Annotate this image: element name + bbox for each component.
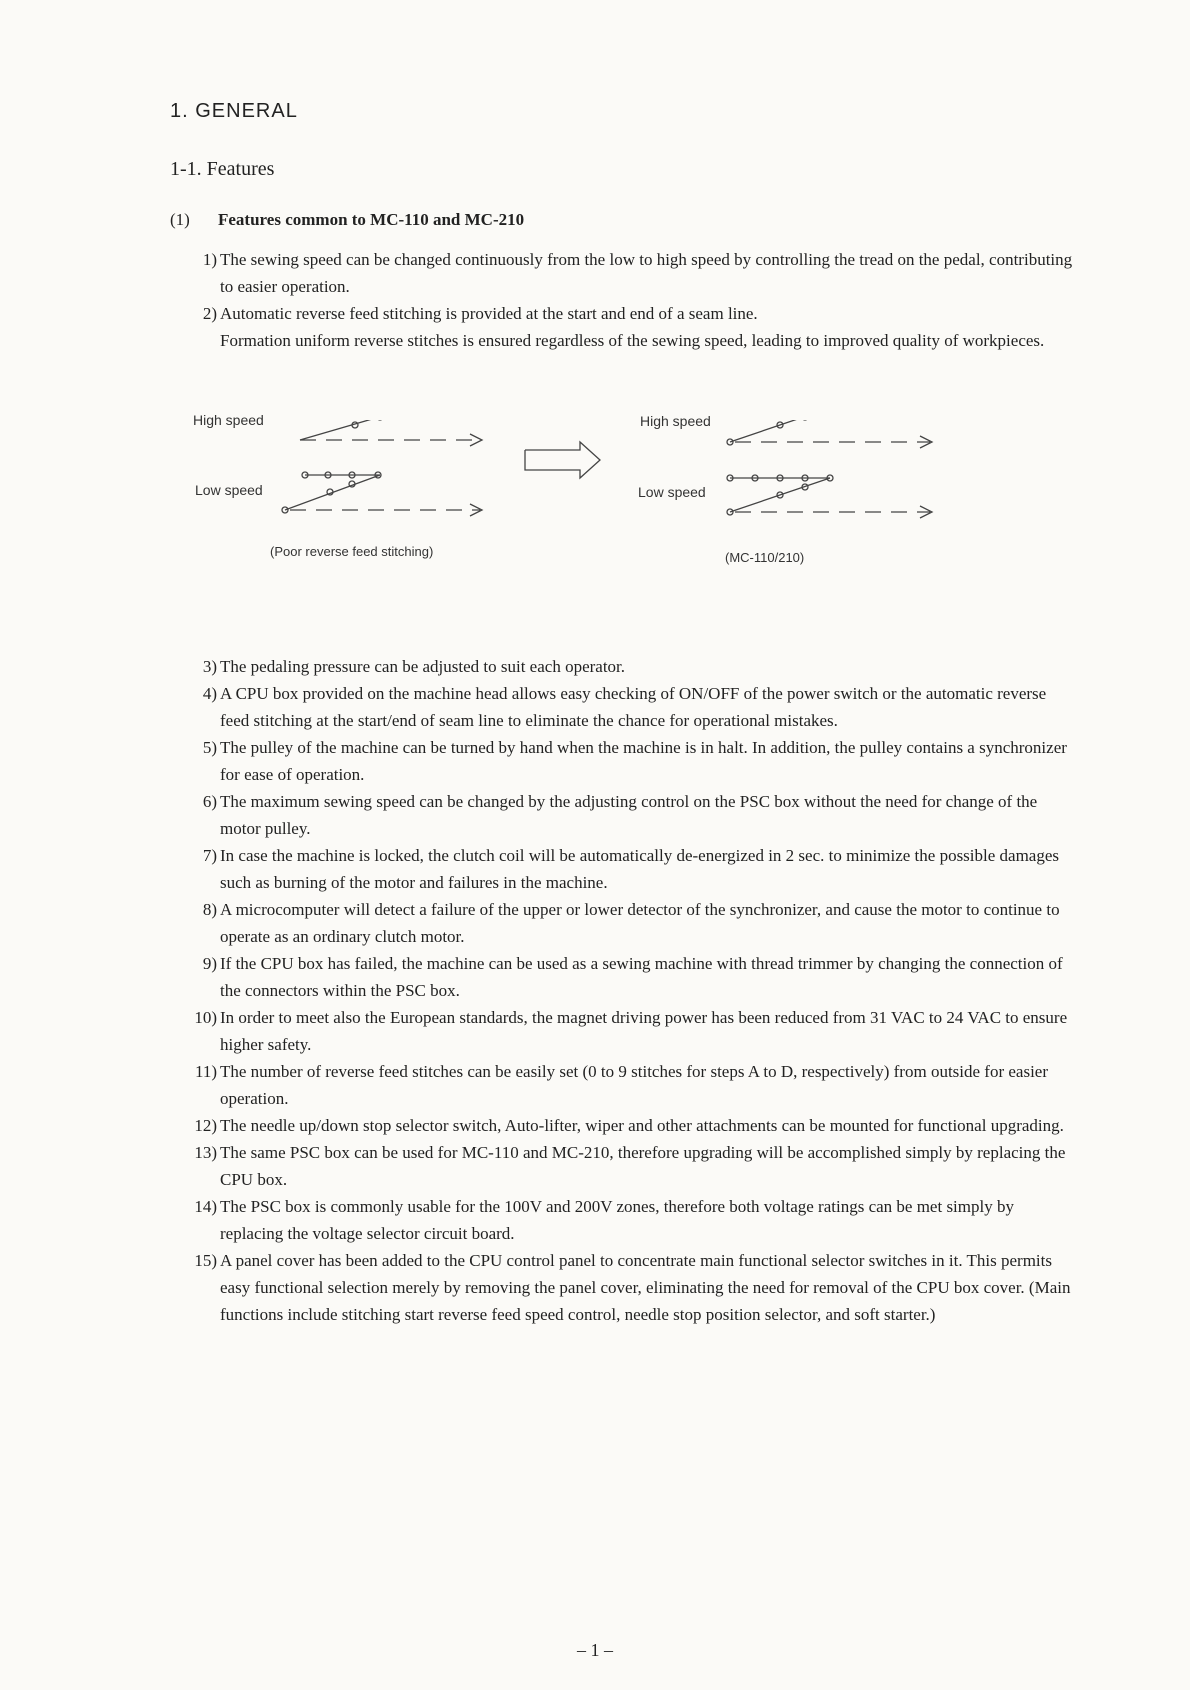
list-item: [185, 653, 1075, 680]
right-low-speed-stitches: [727, 475, 932, 518]
item-number: 11): [194, 1062, 217, 1081]
transition-arrow: [525, 442, 600, 478]
item-text: A CPU box provided on the machine head allows easy checking of ON/OFF of the power switch or the automatic reverse feed stitching at the start/end of seam line to eliminate the chance for operational mistakes.: [220, 684, 1047, 730]
stitch-illustration: [180, 420, 1080, 620]
item-number: 10): [194, 1008, 217, 1027]
item-text: A microcomputer will detect a failure of the upper or lower detector of the synchronizer, and cause the motor to continue to operate as an ordinary clutch motor.: [220, 900, 1060, 946]
sub-heading-text: Features common to MC-110 and MC-210: [218, 210, 525, 229]
list-item: [185, 1004, 1075, 1058]
item-text: In order to meet also the European standards, the magnet driving power has been reduced from 31 VAC to 24 VAC to ensure higher safety.: [220, 1008, 1068, 1054]
left-high-speed-stitches: [297, 420, 482, 446]
item-text: A panel cover has been added to the CPU control panel to concentrate main functional selector switches in it. This permits easy functional selection merely by removing the panel cover, eliminating the need for removal of the CPU box cover. (Main functions include stitching start reverse feed speed control, needle stop position selector, and soft starter.): [220, 1251, 1071, 1324]
list-item: [185, 300, 1075, 354]
right-high-speed-stitches: [727, 420, 932, 448]
list-item: [185, 896, 1075, 950]
list-item: [185, 246, 1075, 300]
list-item: [185, 680, 1075, 734]
left-low-speed-stitches: [282, 472, 482, 516]
item-number: 14): [194, 1197, 217, 1216]
left-high-speed-label: High speed: [193, 412, 264, 428]
section-title: 1. GENERAL: [170, 100, 298, 122]
item-text: The PSC box is commonly usable for the 100V and 200V zones, therefore both voltage ratings can be met simply by replacing the voltage selector circuit board.: [220, 1197, 1014, 1243]
item-text: The needle up/down stop selector switch, Auto-lifter, wiper and other attachments can be mounted for functional upgrading.: [220, 1116, 1064, 1135]
item-number: 6): [202, 792, 217, 811]
item-number: 1): [202, 250, 217, 269]
sub-heading: [170, 210, 524, 230]
right-caption: (MC-110/210): [725, 550, 805, 565]
feature-list-part-2: [185, 653, 1075, 1328]
item-number: 5): [202, 738, 217, 757]
item-number: 13): [194, 1143, 217, 1162]
item-text: The maximum sewing speed can be changed by the adjusting control on the PSC box without the need for change of the motor pulley.: [220, 792, 1038, 838]
subsection-title: 1-1. Features: [170, 158, 275, 180]
item-number: 7): [202, 846, 217, 865]
item-number: 15): [194, 1251, 217, 1270]
page-number: – 1 –: [577, 1640, 613, 1660]
list-item: [185, 788, 1075, 842]
list-item: [185, 1058, 1075, 1112]
left-caption: (Poor reverse feed stitching): [270, 544, 434, 559]
list-item: [185, 1112, 1075, 1139]
right-high-speed-label: High speed: [640, 413, 711, 429]
item-text: The number of reverse feed stitches can be easily set (0 to 9 stitches for steps A to D, respectively) from outside for easier operation.: [220, 1062, 1049, 1108]
item-text: The pedaling pressure can be adjusted to suit each operator.: [220, 657, 626, 676]
item-number: 12): [194, 1116, 217, 1135]
item-number: 2): [202, 304, 217, 323]
item-text: Automatic reverse feed stitching is provided at the start and end of a seam line.: [220, 304, 758, 323]
item-text: The sewing speed can be changed continuously from the low to high speed by controlling the tread on the pedal, contributing to easier operation.: [220, 250, 1073, 296]
reverse-stitch-diagram: [180, 412, 1080, 620]
item-text: If the CPU box has failed, the machine can be used as a sewing machine with thread trimmer by changing the connection of the connectors within the PSC box.: [220, 954, 1063, 1000]
item-text: The same PSC box can be used for MC-110 and MC-210, therefore upgrading will be accomplished simply by replacing the CPU box.: [220, 1143, 1066, 1189]
item-text-continued: Formation uniform reverse stitches is ensured regardless of the sewing speed, leading to improved quality of workpieces.: [220, 331, 1045, 350]
list-item: [185, 842, 1075, 896]
item-text: The pulley of the machine can be turned by hand when the machine is in halt. In addition, the pulley contains a synchronizer for ease of operation.: [220, 738, 1067, 784]
list-item: [185, 1247, 1075, 1328]
item-text: In case the machine is locked, the clutch coil will be automatically de-energized in 2 sec. to minimize the possible damages such as burning of the motor and failures in the machine.: [220, 846, 1060, 892]
list-item: [185, 1139, 1075, 1193]
item-number: 3): [202, 657, 217, 676]
item-number: 9): [202, 954, 217, 973]
sub-heading-number: (1): [170, 210, 190, 229]
item-number: 8): [202, 900, 217, 919]
list-item: [185, 734, 1075, 788]
right-low-speed-label: Low speed: [638, 484, 706, 500]
list-item: [185, 950, 1075, 1004]
item-number: 4): [202, 684, 217, 703]
left-low-speed-label: Low speed: [195, 482, 263, 498]
list-item: [185, 1193, 1075, 1247]
feature-list-part-1: [185, 246, 1075, 354]
